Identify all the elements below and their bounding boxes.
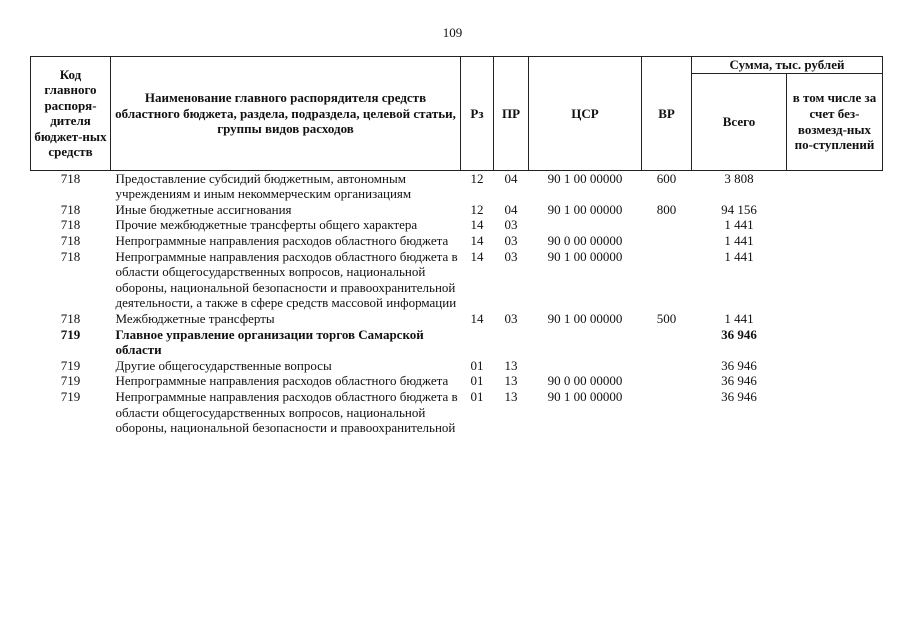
cell-code: 718 xyxy=(60,310,81,326)
cell-vr: 600 xyxy=(656,170,677,186)
cell-csr: 90 1 00 00000 xyxy=(547,201,623,217)
cell-name: Непрограммные направления расходов областного бюджета xyxy=(115,232,449,248)
cell-code: 718 xyxy=(60,217,81,233)
cell-rz: 01 xyxy=(470,373,484,389)
cell-rz xyxy=(461,327,494,358)
cell-name: Иные бюджетные ассигнования xyxy=(115,201,292,217)
cell-name: Предоставление субсидий бюджетным, автономным учреждениям и иным некоммерческим организациям xyxy=(115,170,412,202)
table-row xyxy=(31,217,883,233)
cell-free xyxy=(787,373,883,389)
cell-total: 1 441 xyxy=(724,248,754,264)
cell-name: Непрограммные направления расходов областного бюджета в области общегосударственных вопросов, национальной обороны, национальной безопасности и правоохранительной деятельности, а также в сфере средств массовой информации xyxy=(115,248,458,311)
cell-vr xyxy=(642,249,692,311)
header-sum: Сумма, тыс. рублей xyxy=(692,57,883,74)
cell-pr: 03 xyxy=(504,217,518,233)
cell-pr: 04 xyxy=(504,170,518,186)
cell-total: 1 441 xyxy=(724,232,754,248)
cell-free xyxy=(787,358,883,374)
cell-code: 719 xyxy=(60,373,81,389)
cell-free xyxy=(787,311,883,327)
cell-pr: 03 xyxy=(504,310,518,326)
cell-free xyxy=(787,170,883,202)
header-code: Код главного распоря-дителя бюджет-ных средств xyxy=(31,57,111,171)
cell-rz: 01 xyxy=(470,388,484,404)
table-body xyxy=(31,170,883,436)
header-rz: Рз xyxy=(461,57,494,171)
table-row xyxy=(31,233,883,249)
table-row xyxy=(31,373,883,389)
page-number: 109 xyxy=(442,25,463,40)
cell-pr: 13 xyxy=(504,373,518,389)
table-row xyxy=(31,358,883,374)
cell-rz: 01 xyxy=(470,357,484,373)
cell-name: Главное управление организации торгов Самарской области xyxy=(115,326,424,358)
cell-csr: 90 1 00 00000 xyxy=(547,248,623,264)
cell-csr: 90 0 00 00000 xyxy=(547,373,623,389)
cell-total: 36 946 xyxy=(721,373,757,389)
cell-free xyxy=(787,233,883,249)
cell-pr: 03 xyxy=(504,248,518,264)
table-row xyxy=(31,170,883,202)
cell-code: 719 xyxy=(60,388,81,404)
table-row xyxy=(31,389,883,436)
budget-table xyxy=(30,56,883,436)
cell-total: 36 946 xyxy=(721,326,757,342)
cell-free xyxy=(787,249,883,311)
cell-code: 718 xyxy=(60,201,81,217)
cell-rz: 12 xyxy=(470,201,484,217)
cell-csr xyxy=(529,217,642,233)
cell-code: 719 xyxy=(60,326,81,342)
table-row xyxy=(31,327,883,358)
cell-name: Непрограммные направления расходов областного бюджета в области общегосударственных вопросов, национальной обороны, национальной безопасности и правоохранительной xyxy=(115,388,458,436)
cell-rz: 14 xyxy=(470,217,484,233)
cell-code: 718 xyxy=(60,170,81,186)
table-row xyxy=(31,202,883,218)
cell-vr xyxy=(642,233,692,249)
cell-free xyxy=(787,327,883,358)
cell-csr xyxy=(529,327,642,358)
cell-pr: 13 xyxy=(504,388,518,404)
cell-code: 718 xyxy=(60,248,81,264)
cell-total: 3 808 xyxy=(724,170,754,186)
table-header xyxy=(31,57,883,171)
cell-vr xyxy=(642,217,692,233)
header-vr: ВР xyxy=(642,57,692,171)
cell-csr: 90 0 00 00000 xyxy=(547,232,623,248)
cell-free xyxy=(787,202,883,218)
cell-vr xyxy=(642,358,692,374)
cell-total: 1 441 xyxy=(724,310,754,326)
cell-free xyxy=(787,217,883,233)
cell-vr xyxy=(642,373,692,389)
cell-vr xyxy=(642,327,692,358)
cell-rz: 14 xyxy=(470,232,484,248)
cell-total: 36 946 xyxy=(721,388,757,404)
cell-pr xyxy=(494,327,529,358)
cell-pr: 03 xyxy=(504,232,518,248)
table-row xyxy=(31,311,883,327)
cell-csr xyxy=(529,358,642,374)
cell-free xyxy=(787,389,883,436)
cell-name: Другие общегосударственные вопросы xyxy=(115,357,332,373)
cell-vr: 500 xyxy=(656,310,677,326)
cell-total: 94 156 xyxy=(721,201,757,217)
cell-total: 1 441 xyxy=(724,217,754,233)
cell-pr: 04 xyxy=(504,201,518,217)
table-row xyxy=(31,249,883,311)
cell-code: 719 xyxy=(60,357,81,373)
header-name: Наименование главного распорядителя средств областного бюджета, раздела, подраздела, целевой статьи, группы видов расходов xyxy=(111,57,461,171)
cell-name: Прочие межбюджетные трансферты общего характера xyxy=(115,217,418,233)
cell-total: 36 946 xyxy=(721,357,757,373)
cell-name: Межбюджетные трансферты xyxy=(115,310,275,326)
cell-code: 718 xyxy=(60,232,81,248)
header-free: в том числе за счет без-возмезд-ных по-ступлений xyxy=(787,73,883,170)
cell-vr: 800 xyxy=(656,201,677,217)
header-csr: ЦСР xyxy=(529,57,642,171)
cell-pr: 13 xyxy=(504,357,518,373)
header-pr: ПР xyxy=(494,57,529,171)
cell-rz: 14 xyxy=(470,310,484,326)
cell-csr: 90 1 00 00000 xyxy=(547,310,623,326)
cell-name: Непрограммные направления расходов областного бюджета xyxy=(115,373,449,389)
cell-rz: 12 xyxy=(470,170,484,186)
cell-csr: 90 1 00 00000 xyxy=(547,388,623,404)
cell-csr: 90 1 00 00000 xyxy=(547,170,623,186)
cell-vr xyxy=(642,389,692,436)
cell-rz: 14 xyxy=(470,248,484,264)
header-total: Всего xyxy=(692,73,787,170)
